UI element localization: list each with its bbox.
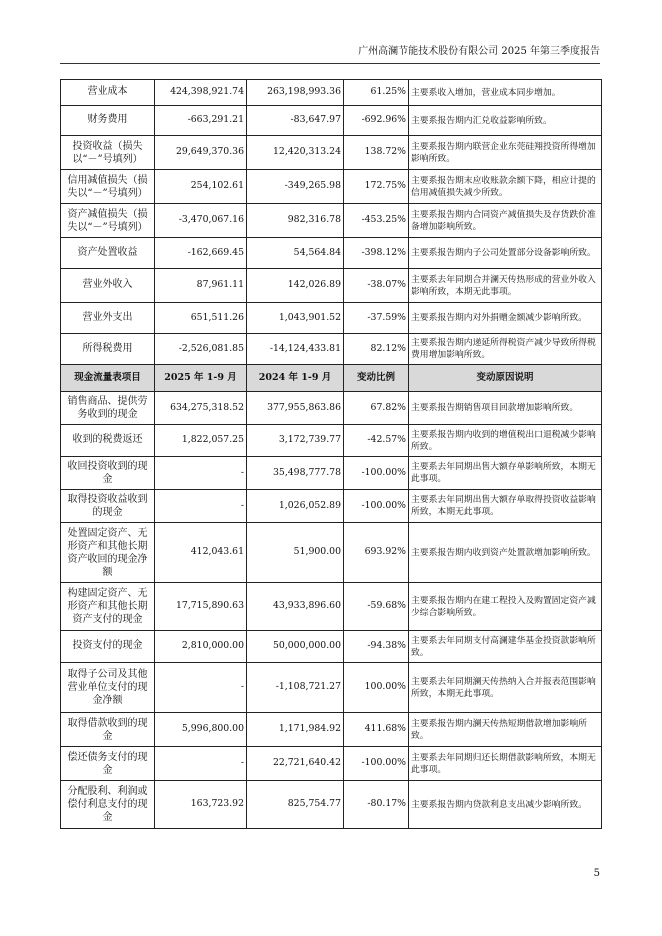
prior-period-value: -1,108,721.27 bbox=[247, 663, 344, 713]
change-ratio: -37.59% bbox=[344, 303, 409, 334]
item-name: 分配股利、利润或偿付利息支付的现金 bbox=[61, 781, 155, 829]
item-name: 信用减值损失（损失以“－”号填列） bbox=[61, 170, 155, 204]
change-reason: 主要系去年同期合并澜天传热形成的营业外收入影响所致，本期无此事项。 bbox=[409, 269, 602, 303]
change-reason: 主要系去年同期出售大额存单影响所致，本期无此事项。 bbox=[409, 457, 602, 490]
prior-period-value: 1,043,901.52 bbox=[247, 303, 344, 334]
change-reason: 主要系报告期内联营企业东莞硅翔投资所得增加影响所致。 bbox=[409, 136, 602, 170]
table-row bbox=[61, 457, 602, 490]
prior-period-value: -83,647.97 bbox=[247, 106, 344, 136]
item-name: 营业成本 bbox=[61, 80, 155, 106]
prior-period-value: 50,000,000.00 bbox=[247, 631, 344, 663]
table-row bbox=[61, 713, 602, 747]
current-period-value: 412,043.61 bbox=[155, 523, 247, 583]
table-row bbox=[61, 170, 602, 204]
table-row bbox=[61, 204, 602, 238]
prior-period-value: 3,172,739.77 bbox=[247, 425, 344, 457]
current-period-value: 29,649,370.36 bbox=[155, 136, 247, 170]
prior-period-value: 1,026,052.89 bbox=[247, 490, 344, 523]
change-reason: 主要系报告期内收到的增值税出口退税减少影响所致。 bbox=[409, 425, 602, 457]
prior-period-value: 54,564.84 bbox=[247, 238, 344, 269]
table-row bbox=[61, 523, 602, 583]
prior-period-value: 377,955,863.86 bbox=[247, 392, 344, 425]
prior-period-value: -349,265.98 bbox=[247, 170, 344, 204]
current-period-value: 254,102.61 bbox=[155, 170, 247, 204]
current-period-value: 87,961.11 bbox=[155, 269, 247, 303]
change-reason: 主要系报告期内子公司处置部分设备影响所致。 bbox=[409, 238, 602, 269]
table-row bbox=[61, 106, 602, 136]
change-reason: 主要系去年同期出售大额存单取得投资收益影响所致，本期无此事项。 bbox=[409, 490, 602, 523]
current-period-value: 651,511.26 bbox=[155, 303, 247, 334]
table-row bbox=[61, 490, 602, 523]
change-reason: 主要系报告期内澜天传热短期借款增加影响所致。 bbox=[409, 713, 602, 747]
item-name: 取得借款收到的现金 bbox=[61, 713, 155, 747]
table-row bbox=[61, 136, 602, 170]
report-header: 广州高澜节能技术股份有限公司 2025 年第三季度报告 bbox=[358, 46, 600, 57]
item-name: 构建固定资产、无形资产和其他长期资产支付的现金 bbox=[61, 583, 155, 631]
prior-period-value: 35,498,777.78 bbox=[247, 457, 344, 490]
change-reason: 主要系报告期内合同资产减值损失及存货跌价准备增加影响所致。 bbox=[409, 204, 602, 238]
prior-period-value: 142,026.89 bbox=[247, 269, 344, 303]
change-reason: 主要系去年同期支付高澜建华基金投资款影响所致。 bbox=[409, 631, 602, 663]
change-ratio: -100.00% bbox=[344, 747, 409, 781]
current-period-value: 17,715,890.63 bbox=[155, 583, 247, 631]
current-period-value: -3,470,067.16 bbox=[155, 204, 247, 238]
change-ratio: -42.57% bbox=[344, 425, 409, 457]
item-name: 收回投资收到的现金 bbox=[61, 457, 155, 490]
change-ratio: -80.17% bbox=[344, 781, 409, 829]
prior-period-value: 43,933,896.60 bbox=[247, 583, 344, 631]
change-ratio: 172.75% bbox=[344, 170, 409, 204]
change-ratio: 100.00% bbox=[344, 663, 409, 713]
prior-period-value: 982,316.78 bbox=[247, 204, 344, 238]
current-period-value: 634,275,318.52 bbox=[155, 392, 247, 425]
current-period-value: 5,996,800.00 bbox=[155, 713, 247, 747]
prior-period-value: -14,124,433.81 bbox=[247, 334, 344, 365]
table-row bbox=[61, 238, 602, 269]
prior-period-value: 1,171,984.92 bbox=[247, 713, 344, 747]
item-name: 资产处置收益 bbox=[61, 238, 155, 269]
change-ratio: -38.07% bbox=[344, 269, 409, 303]
current-period-value: -2,526,081.85 bbox=[155, 334, 247, 365]
column-header-reason: 变动原因说明 bbox=[409, 365, 602, 392]
change-ratio: 693.92% bbox=[344, 523, 409, 583]
table-row bbox=[61, 303, 602, 334]
table-row bbox=[61, 392, 602, 425]
current-period-value: 424,398,921.74 bbox=[155, 80, 247, 106]
table-row bbox=[61, 583, 602, 631]
item-name: 营业外收入 bbox=[61, 269, 155, 303]
prior-period-value: 12,420,313.24 bbox=[247, 136, 344, 170]
change-reason: 主要系报告期内收到资产处置款增加影响所致。 bbox=[409, 523, 602, 583]
change-ratio: -692.96% bbox=[344, 106, 409, 136]
item-name: 偿还债务支付的现金 bbox=[61, 747, 155, 781]
item-name: 处置固定资产、无形资产和其他长期资产收回的现金净额 bbox=[61, 523, 155, 583]
prior-period-value: 263,198,993.36 bbox=[247, 80, 344, 106]
current-period-value: 2,810,000.00 bbox=[155, 631, 247, 663]
current-period-value: - bbox=[155, 490, 247, 523]
prior-period-value: 51,900.00 bbox=[247, 523, 344, 583]
column-header-previous: 2024 年 1-9 月 bbox=[247, 365, 344, 392]
change-reason: 主要系报告期内汇兑收益影响所致。 bbox=[409, 106, 602, 136]
current-period-value: - bbox=[155, 747, 247, 781]
change-ratio: -100.00% bbox=[344, 490, 409, 523]
current-period-value: 1,822,057.25 bbox=[155, 425, 247, 457]
item-name: 营业外支出 bbox=[61, 303, 155, 334]
current-period-value: -663,291.21 bbox=[155, 106, 247, 136]
column-header-item: 现金流量表项目 bbox=[61, 365, 155, 392]
item-name: 资产减值损失（损失以“－”号填列） bbox=[61, 204, 155, 238]
column-header-current: 2025 年 1-9 月 bbox=[155, 365, 247, 392]
change-ratio: -94.38% bbox=[344, 631, 409, 663]
item-name: 投资收益（损失以“－”号填列） bbox=[61, 136, 155, 170]
item-name: 所得税费用 bbox=[61, 334, 155, 365]
table-row bbox=[61, 80, 602, 106]
change-reason: 主要系收入增加，营业成本同步增加。 bbox=[409, 80, 602, 106]
prior-period-value: 22,721,640.42 bbox=[247, 747, 344, 781]
change-reason: 主要系报告期内对外捐赠金额减少影响所致。 bbox=[409, 303, 602, 334]
change-ratio: 138.72% bbox=[344, 136, 409, 170]
change-reason: 主要系去年同期归还长期借款影响所致，本期无此事项。 bbox=[409, 747, 602, 781]
prior-period-value: 825,754.77 bbox=[247, 781, 344, 829]
change-reason: 主要系报告期内在建工程投入及购置固定资产减少综合影响所致。 bbox=[409, 583, 602, 631]
change-ratio: 61.25% bbox=[344, 80, 409, 106]
item-name: 取得子公司及其他营业单位支付的现金净额 bbox=[61, 663, 155, 713]
change-ratio: 67.82% bbox=[344, 392, 409, 425]
current-period-value: - bbox=[155, 457, 247, 490]
change-reason: 主要系报告期销售项目回款增加影响所致。 bbox=[409, 392, 602, 425]
table-row bbox=[61, 334, 602, 365]
change-ratio: -100.00% bbox=[344, 457, 409, 490]
column-header-change: 变动比例 bbox=[344, 365, 409, 392]
change-reason: 主要系报告期内递延所得税资产减少导致所得税费用增加影响所致。 bbox=[409, 334, 602, 365]
change-ratio: -453.25% bbox=[344, 204, 409, 238]
item-name: 取得投资收益收到的现金 bbox=[61, 490, 155, 523]
cash-flow-header-row bbox=[61, 365, 602, 392]
table-row bbox=[61, 747, 602, 781]
current-period-value: - bbox=[155, 663, 247, 713]
current-period-value: 163,723.92 bbox=[155, 781, 247, 829]
change-ratio: 82.12% bbox=[344, 334, 409, 365]
item-name: 投资支付的现金 bbox=[61, 631, 155, 663]
table-row bbox=[61, 781, 602, 829]
change-reason: 主要系去年同期澜天传热纳入合并报表范围影响所致，本期无此事项。 bbox=[409, 663, 602, 713]
change-ratio: -59.68% bbox=[344, 583, 409, 631]
header-divider bbox=[60, 63, 600, 64]
change-reason: 主要系报告期末应收账款余额下降，相应计提的信用减值损失减少所致。 bbox=[409, 170, 602, 204]
change-reason: 主要系报告期内贷款利息支出减少影响所致。 bbox=[409, 781, 602, 829]
item-name: 财务费用 bbox=[61, 106, 155, 136]
item-name: 销售商品、提供劳务收到的现金 bbox=[61, 392, 155, 425]
change-ratio: 411.68% bbox=[344, 713, 409, 747]
financial-changes-table bbox=[60, 79, 602, 829]
item-name: 收到的税费返还 bbox=[61, 425, 155, 457]
table-row bbox=[61, 269, 602, 303]
table-row bbox=[61, 425, 602, 457]
current-period-value: -162,669.45 bbox=[155, 238, 247, 269]
page-number: 5 bbox=[593, 868, 600, 879]
table-row bbox=[61, 663, 602, 713]
table-row bbox=[61, 631, 602, 663]
change-ratio: -398.12% bbox=[344, 238, 409, 269]
